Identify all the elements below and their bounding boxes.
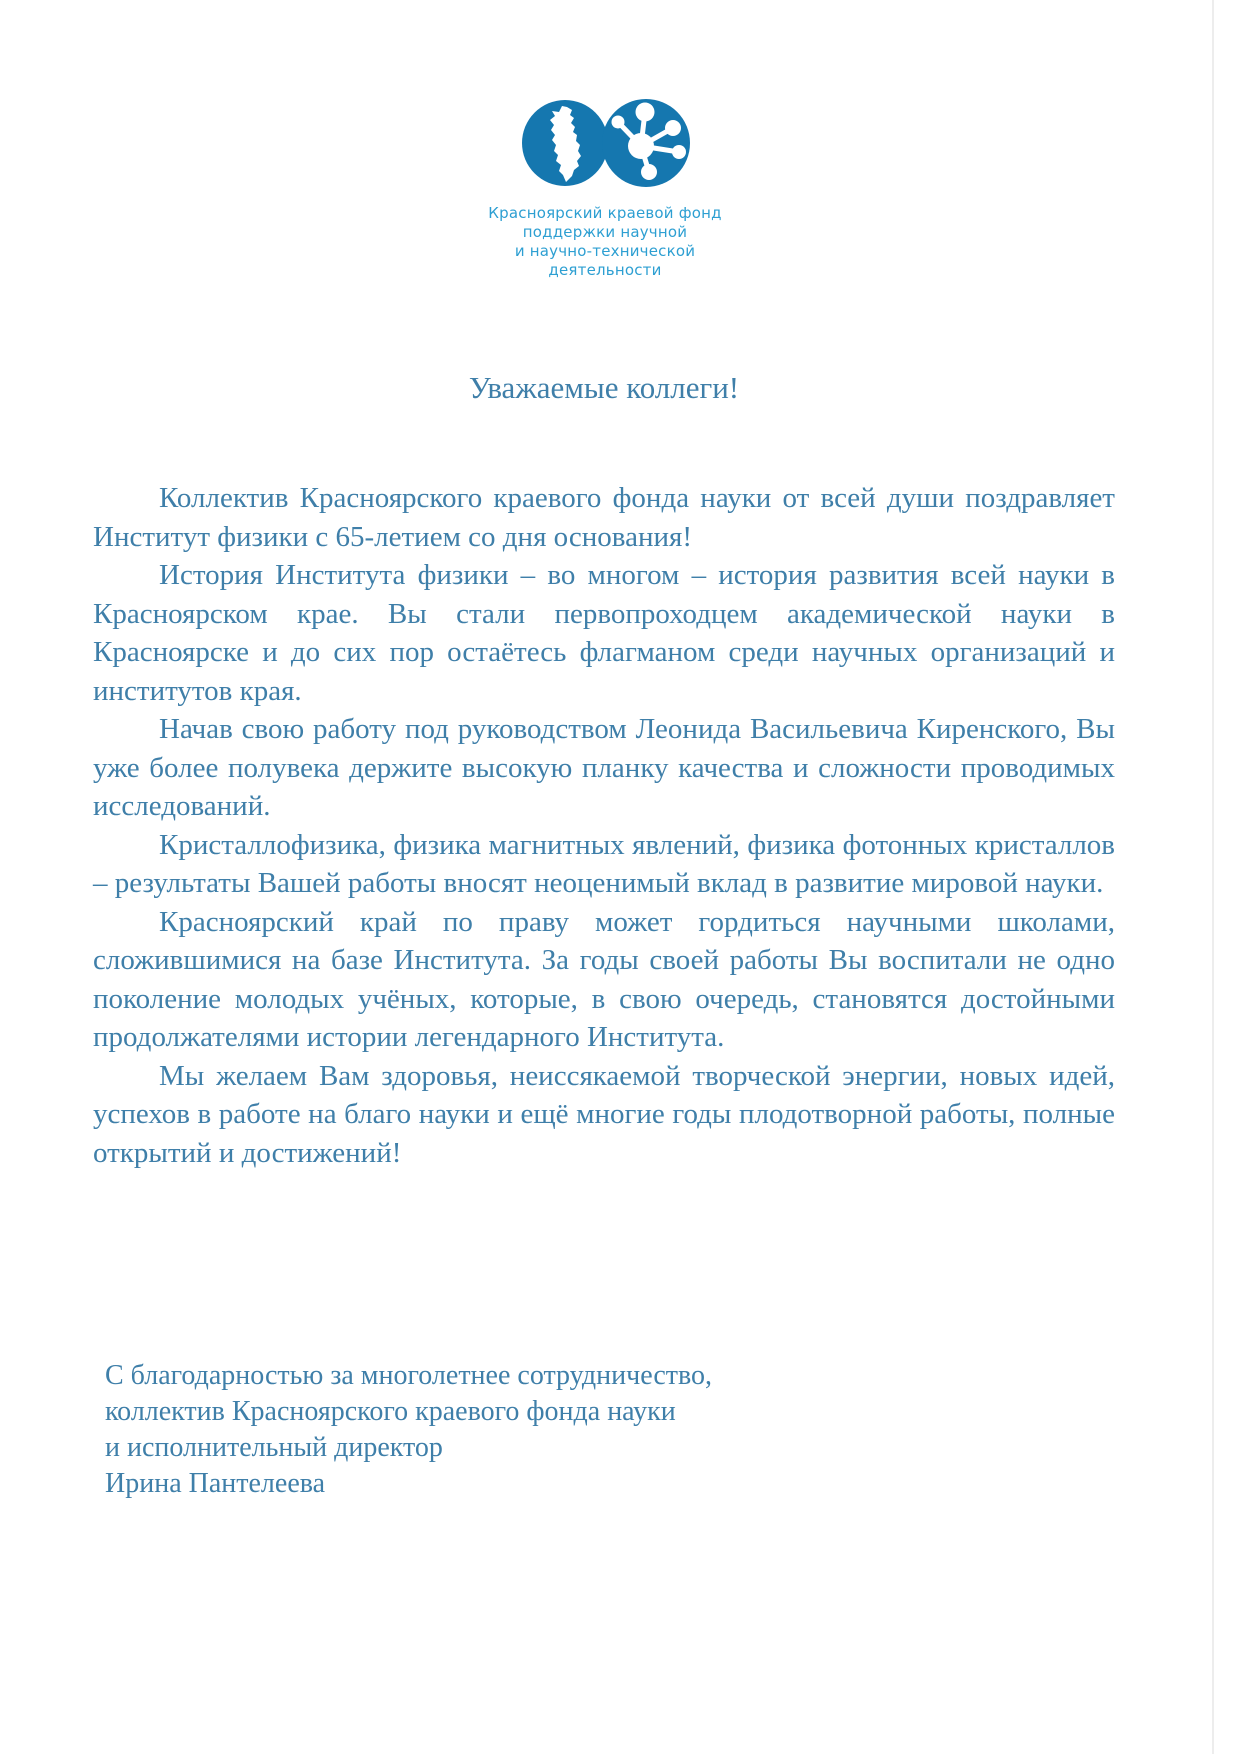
logo-circles	[522, 99, 690, 187]
scan-edge-artifact	[1212, 0, 1214, 1754]
logo-caption	[455, 204, 755, 280]
logo-caption-line-4: деятельности	[548, 261, 662, 279]
logo-caption-line-3: и научно-технической	[514, 242, 696, 260]
signature-line-1: С благодарностью за многолетнее сотрудничество,	[105, 1360, 713, 1391]
letter-title: Уважаемые коллеги!	[468, 370, 740, 405]
paragraph-6: Мы желаем Вам здоровья, неиссякаемой творческой энергии, новых идей, успехов в работе на благо науки и ещё многие годы плодотворной работы, полные открытий и достижений!	[93, 1059, 1115, 1169]
signature-line-2: коллектив Красноярского краевого фонда науки	[105, 1396, 676, 1427]
signature-line-4: Ирина Пантелеева	[105, 1468, 326, 1499]
logo-caption-line-1: Красноярский краевой фонд	[488, 204, 722, 222]
paragraph-3: Начав свою работу под руководством Леонида Васильевича Киренского, Вы уже более полувека держите высокую планку качества и сложности проводимых исследований.	[93, 713, 1115, 822]
paragraph-5: Красноярский край по праву может гордиться научными школами, сложившимися на базе Института. За годы своей работы Вы воспитали не одно поколение молодых учёных, которые, в свою очередь, становятся достойными продолжателями истории легендарного Института.	[93, 905, 1115, 1053]
paragraph-2: История Института физики – во многом – история развития всей науки в Красноярском крае. Вы стали первопроходцем академической науки в Красноярске и до сих пор остаётесь флагманом среди научных организаций и институтов края.	[93, 559, 1115, 707]
foundation-logo	[486, 90, 726, 202]
letter-body	[93, 479, 1115, 1172]
paragraph-4: Кристаллофизика, физика магнитных явлений, физика фотонных кристаллов – результаты Вашей работы вносят неоценимый вклад в развитие мировой науки.	[93, 828, 1115, 899]
signature-block	[105, 1358, 1005, 1502]
paragraph-1: Коллектив Красноярского краевого фонда науки от всей души поздравляет Институт физики с 65-летием со дня основания!	[93, 482, 1115, 553]
signature-line-3: и исполнительный директор	[105, 1432, 443, 1463]
logo-caption-line-2: поддержки научной	[522, 223, 688, 241]
